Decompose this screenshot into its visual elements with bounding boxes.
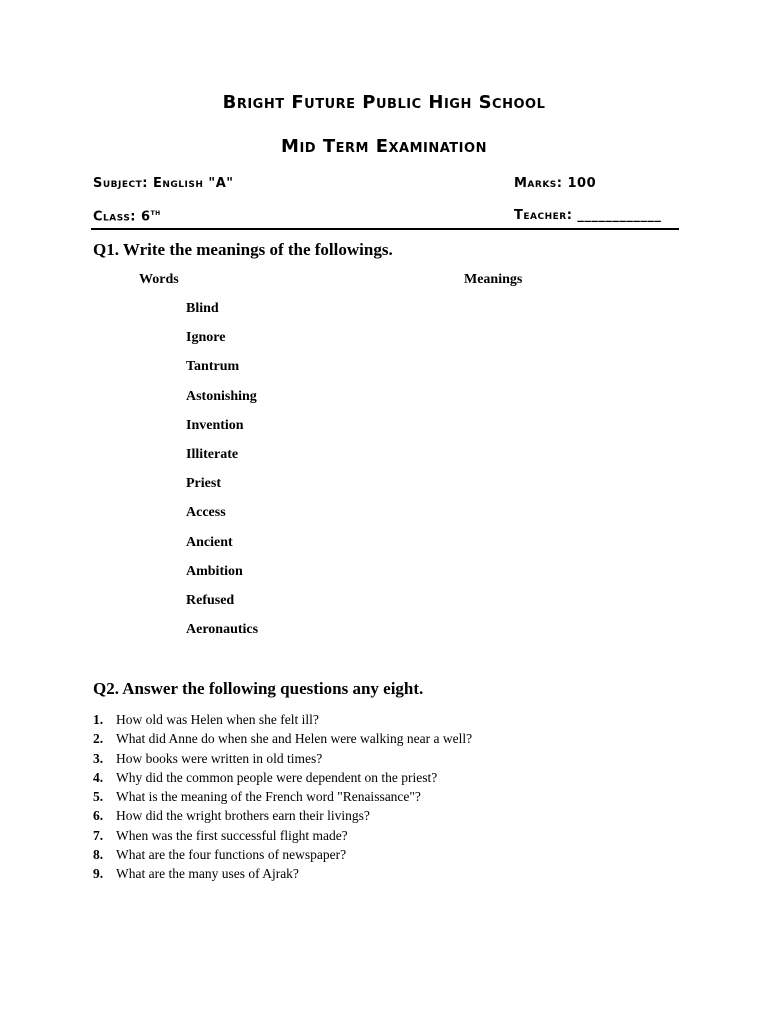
question-number: 4.	[93, 769, 104, 785]
question-item	[93, 807, 472, 826]
question-text: What are the many uses of Ajrak?	[116, 866, 299, 882]
header-divider	[91, 228, 679, 230]
word-item: Priest	[186, 476, 221, 492]
word-item: Ancient	[186, 534, 233, 550]
word-item: Ambition	[186, 563, 243, 579]
question-item	[93, 750, 472, 769]
question-number: 2.	[93, 731, 104, 747]
question-number: 5.	[93, 789, 104, 805]
question-number: 8.	[93, 847, 104, 863]
question-text: When was the first successful flight made?	[116, 827, 348, 843]
question-text: Why did the common people were dependent on the priest?	[116, 769, 438, 785]
class-suffix: th	[150, 208, 161, 217]
word-item: Astonishing	[186, 388, 257, 404]
question-item	[93, 827, 472, 846]
meanings-column-header: Meanings	[464, 272, 523, 287]
question-text: What did Anne do when she and Helen were walking near a well?	[116, 731, 473, 747]
question-item	[93, 846, 472, 865]
question-text: What are the four functions of newspaper?	[116, 847, 347, 863]
word-item: Aeronautics	[186, 622, 259, 638]
word-list	[186, 300, 258, 650]
teacher-label: Teacher: ____________	[514, 208, 662, 223]
question-item	[93, 769, 472, 788]
q2-heading: Q2. Answer the following questions any eight.	[93, 679, 424, 698]
word-item: Tantrum	[186, 359, 240, 375]
question-item	[93, 788, 472, 807]
marks-label: Marks: 100	[514, 176, 597, 191]
school-name: Bright Future Public High School	[222, 92, 546, 113]
question-number: 3.	[93, 750, 104, 766]
question-list	[93, 711, 472, 885]
word-item: Refused	[186, 592, 235, 608]
subject-label: Subject: English "A"	[93, 176, 234, 191]
question-text: What is the meaning of the French word "Renaissance"?	[116, 789, 421, 805]
question-text: How old was Helen when she felt ill?	[116, 712, 319, 727]
question-item	[93, 711, 472, 730]
question-number: 7.	[93, 827, 104, 843]
question-text: How did the wright brothers earn their livings?	[116, 808, 370, 824]
word-item: Invention	[186, 417, 244, 433]
word-item: Access	[186, 505, 226, 521]
question-item	[93, 730, 472, 749]
class-label	[93, 208, 161, 224]
question-number: 6.	[93, 808, 104, 824]
word-item: Ignore	[186, 330, 226, 346]
question-text: How books were written in old times?	[116, 750, 323, 766]
exam-title: Mid Term Examination	[281, 136, 487, 157]
word-item: Illiterate	[186, 446, 239, 462]
question-number: 9.	[93, 866, 104, 882]
class-value: Class: 6	[93, 209, 151, 225]
word-item: Blind	[186, 301, 219, 316]
question-number: 1.	[93, 712, 104, 727]
q1-heading: Q1. Write the meanings of the followings.	[93, 240, 393, 259]
question-item	[93, 865, 472, 884]
words-column-header: Words	[139, 272, 179, 287]
